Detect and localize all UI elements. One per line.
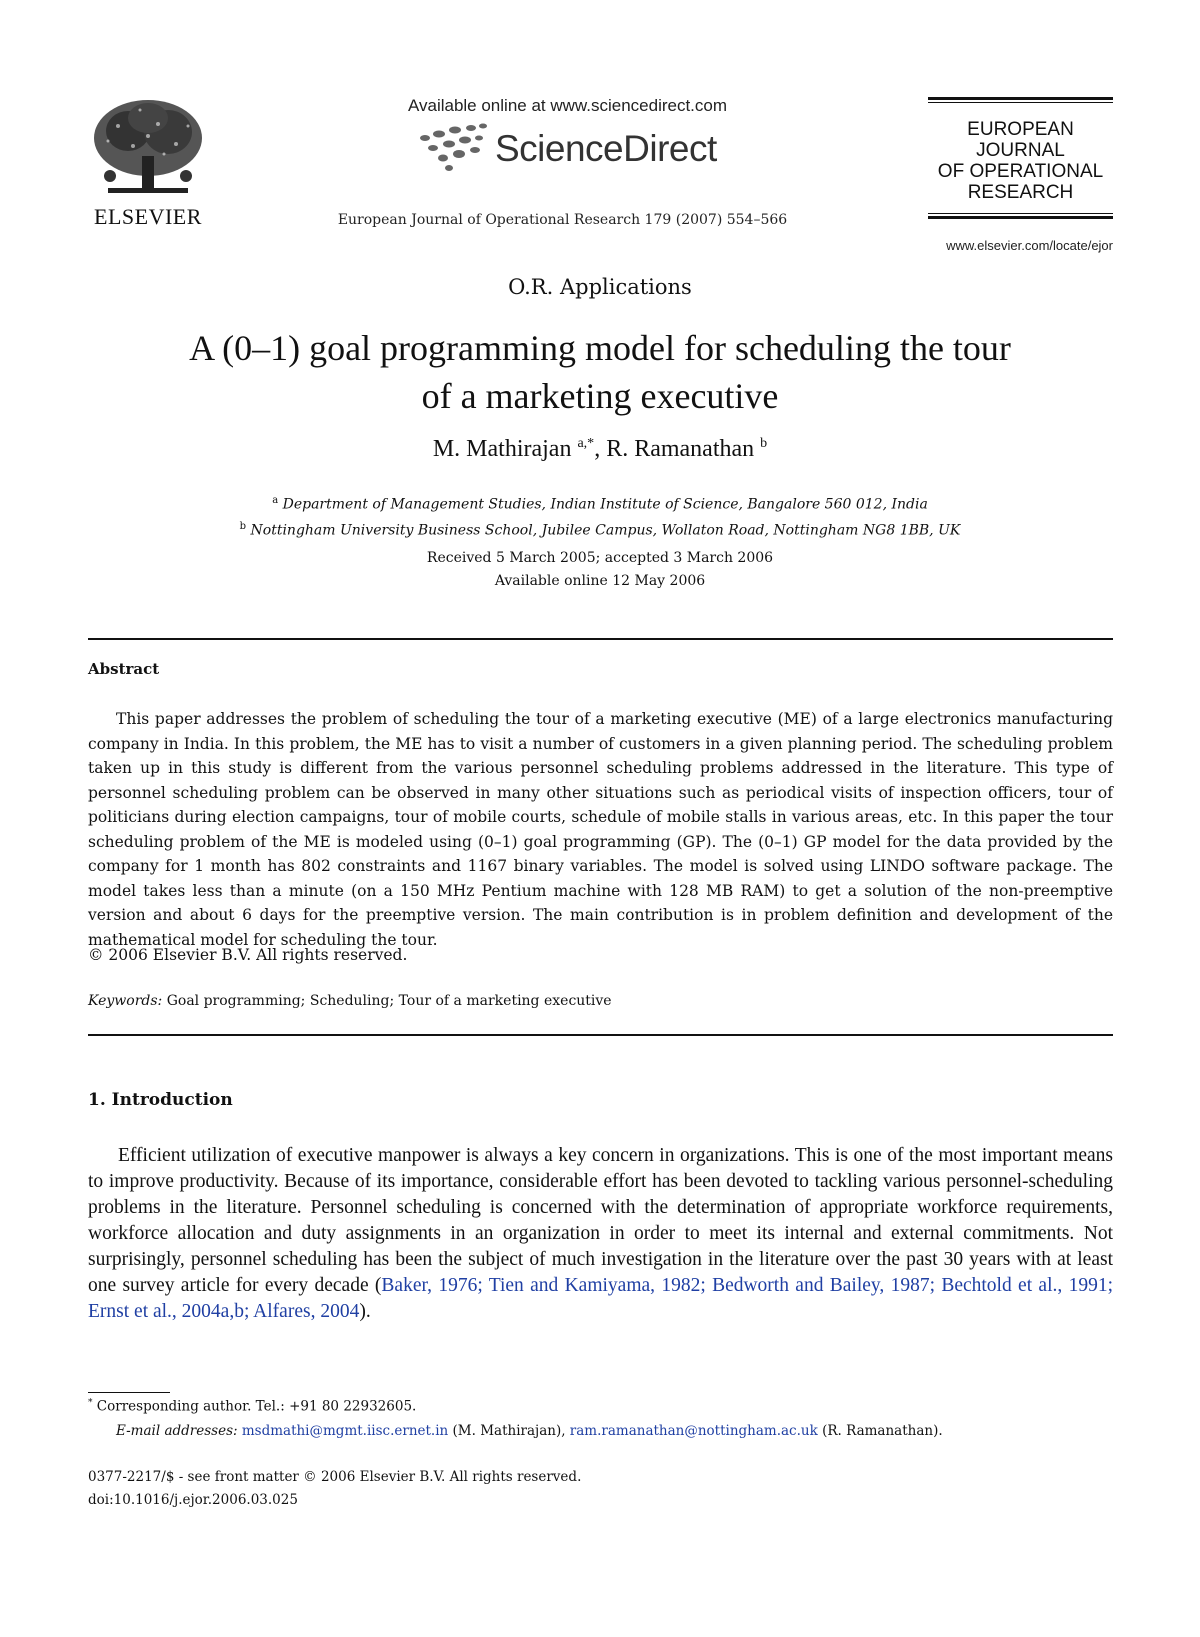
keywords-list: Goal programming; Scheduling; Tour of a marketing executive [166, 993, 612, 1009]
corresponding-author-note [88, 1398, 416, 1415]
journal-title-line: RESEARCH [967, 182, 1074, 203]
citation-links[interactable]: Baker, 1976; Tien and Kamiyama, 1982; Bedworth and Bailey, 1987; Bechtold et al., 1991; Ernst et al., 2004a,b; Alfares, 2004 [88, 1275, 1113, 1322]
sciencedirect-dots-icon [415, 122, 495, 174]
journal-title-line: EUROPEAN [967, 119, 1074, 140]
introduction-text [88, 1143, 1113, 1325]
publisher-name: ELSEVIER [94, 204, 202, 229]
email-link[interactable]: msdmathi@mgmt.iisc.ernet.in [241, 1423, 449, 1439]
elsevier-tree-icon [88, 96, 208, 202]
keywords [88, 993, 612, 1009]
journal-reference: European Journal of Operational Research 179 (2007) 554–566 [337, 212, 788, 228]
sciencedirect-logo [415, 122, 735, 174]
footnote-text: Corresponding author. Tel.: +91 80 22932605. [96, 1398, 417, 1415]
author-name[interactable]: R. Ramanathan [606, 436, 755, 462]
title-line: A (0–1) goal programming model for scheduling the tour [189, 328, 1011, 368]
journal-url[interactable]: www.elsevier.com/locate/ejor [946, 238, 1113, 253]
body-text: Efficient utilization of executive manpower is always a key concern in organizations. This is one of the most important means to improve productivity. Because of its importance, considerable effort has been devoted to tackling various personnel-scheduling problems in the literature. Personnel scheduling is concerned with the determination of appropriate workforce requirements, workforce allocation and duty assignments in an organization in order to meet its internal and external commitments. Not surprisingly, personnel scheduling has been the subject of much investigation in the literature over the past 30 years with at least one survey article for every decade ( [88, 1145, 1113, 1296]
received-date: Received 5 March 2005; accepted 3 March 2006 [426, 550, 774, 566]
elsevier-logo [88, 96, 208, 231]
author-affiliation-marker[interactable]: b [760, 436, 768, 451]
available-date: Available online 12 May 2006 [494, 573, 706, 589]
keywords-label: Keywords: [88, 993, 163, 1009]
footnote-rule [88, 1392, 170, 1393]
footnote-marker: * [88, 1398, 93, 1408]
email-owner: (R. Ramanathan). [817, 1423, 943, 1439]
affiliation-text: Nottingham University Business School, Jubilee Campus, Wollaton Road, Nottingham NG8 1BB, UK [250, 522, 961, 539]
journal-title-line: OF OPERATIONAL [937, 161, 1104, 182]
title-line: of a marketing executive [421, 376, 779, 416]
copyright-notice: © 2006 Elsevier B.V. All rights reserved. [88, 946, 408, 964]
top-rule [928, 97, 1113, 100]
author-name[interactable]: M. Mathirajan [432, 436, 572, 462]
sciencedirect-wordmark: ScienceDirect [495, 128, 717, 169]
affiliation-marker: a [272, 495, 279, 506]
abstract-heading: Abstract [88, 660, 160, 678]
available-online-text: Available online at www.sciencedirect.com [407, 96, 728, 115]
author-list [0, 436, 1200, 463]
email-note [116, 1423, 943, 1439]
affiliation-marker: b [239, 520, 247, 532]
email-link[interactable]: ram.ramanathan@nottingham.ac.uk [569, 1423, 818, 1439]
journal-title-box [928, 97, 1113, 221]
affiliation [140, 516, 1060, 542]
affiliation-text: Department of Management Studies, Indian Institute of Science, Bangalore 560 012, India [282, 496, 928, 513]
paper-title [100, 324, 1100, 420]
body-text: ). [359, 1301, 371, 1322]
abstract-text: This paper addresses the problem of scheduling the tour of a marketing executive (ME) of a large electronics manufacturing company in India. In this problem, the ME has to visit a number of customers in a given planning period. The scheduling problem taken up in this study is different from the various personnel scheduling problems addressed in the literature. This type of personnel scheduling problem can be observed in many other situations such as periodical visits of inspection officers, tour of politicians during election campaigns, tour of mobile courts, schedule of mobile stalls in various areas, etc. In this paper the tour scheduling problem of the ME is modeled using (0–1) goal programming (GP). The (0–1) GP model for the data provided by the company for 1 month has 802 constraints and 1167 binary variables. The model is solved using LINDO software package. The model takes less than a minute (on a 150 MHz Pentium machine with 128 MB RAM) to get a solution of the non-preemptive version and about 6 days for the preemptive version. The main contribution is in problem definition and development of the mathematical model for scheduling the tour. [88, 710, 1113, 949]
journal-title-line: JOURNAL [976, 140, 1065, 161]
divider [88, 1034, 1113, 1036]
email-label: E-mail addresses: [116, 1423, 238, 1439]
author-affiliation-marker[interactable]: a,* [577, 436, 595, 451]
bottom-rule [928, 216, 1113, 219]
affiliation [140, 490, 1060, 516]
top-rule-thin [928, 102, 1113, 103]
section-label: O.R. Applications [508, 275, 692, 299]
journal-title [928, 105, 1113, 213]
affiliations [140, 490, 1060, 541]
bottom-rule-thin [928, 213, 1113, 214]
author-separator: , [594, 436, 607, 462]
section-heading: 1. Introduction [88, 1090, 233, 1110]
article-dates [0, 547, 1200, 593]
doi-line[interactable]: doi:10.1016/j.ejor.2006.03.025 [88, 1492, 298, 1508]
issn-line: 0377-2217/$ - see front matter © 2006 Elsevier B.V. All rights reserved. [88, 1469, 582, 1485]
email-owner: (M. Mathirajan), [448, 1423, 570, 1439]
divider [88, 638, 1113, 640]
